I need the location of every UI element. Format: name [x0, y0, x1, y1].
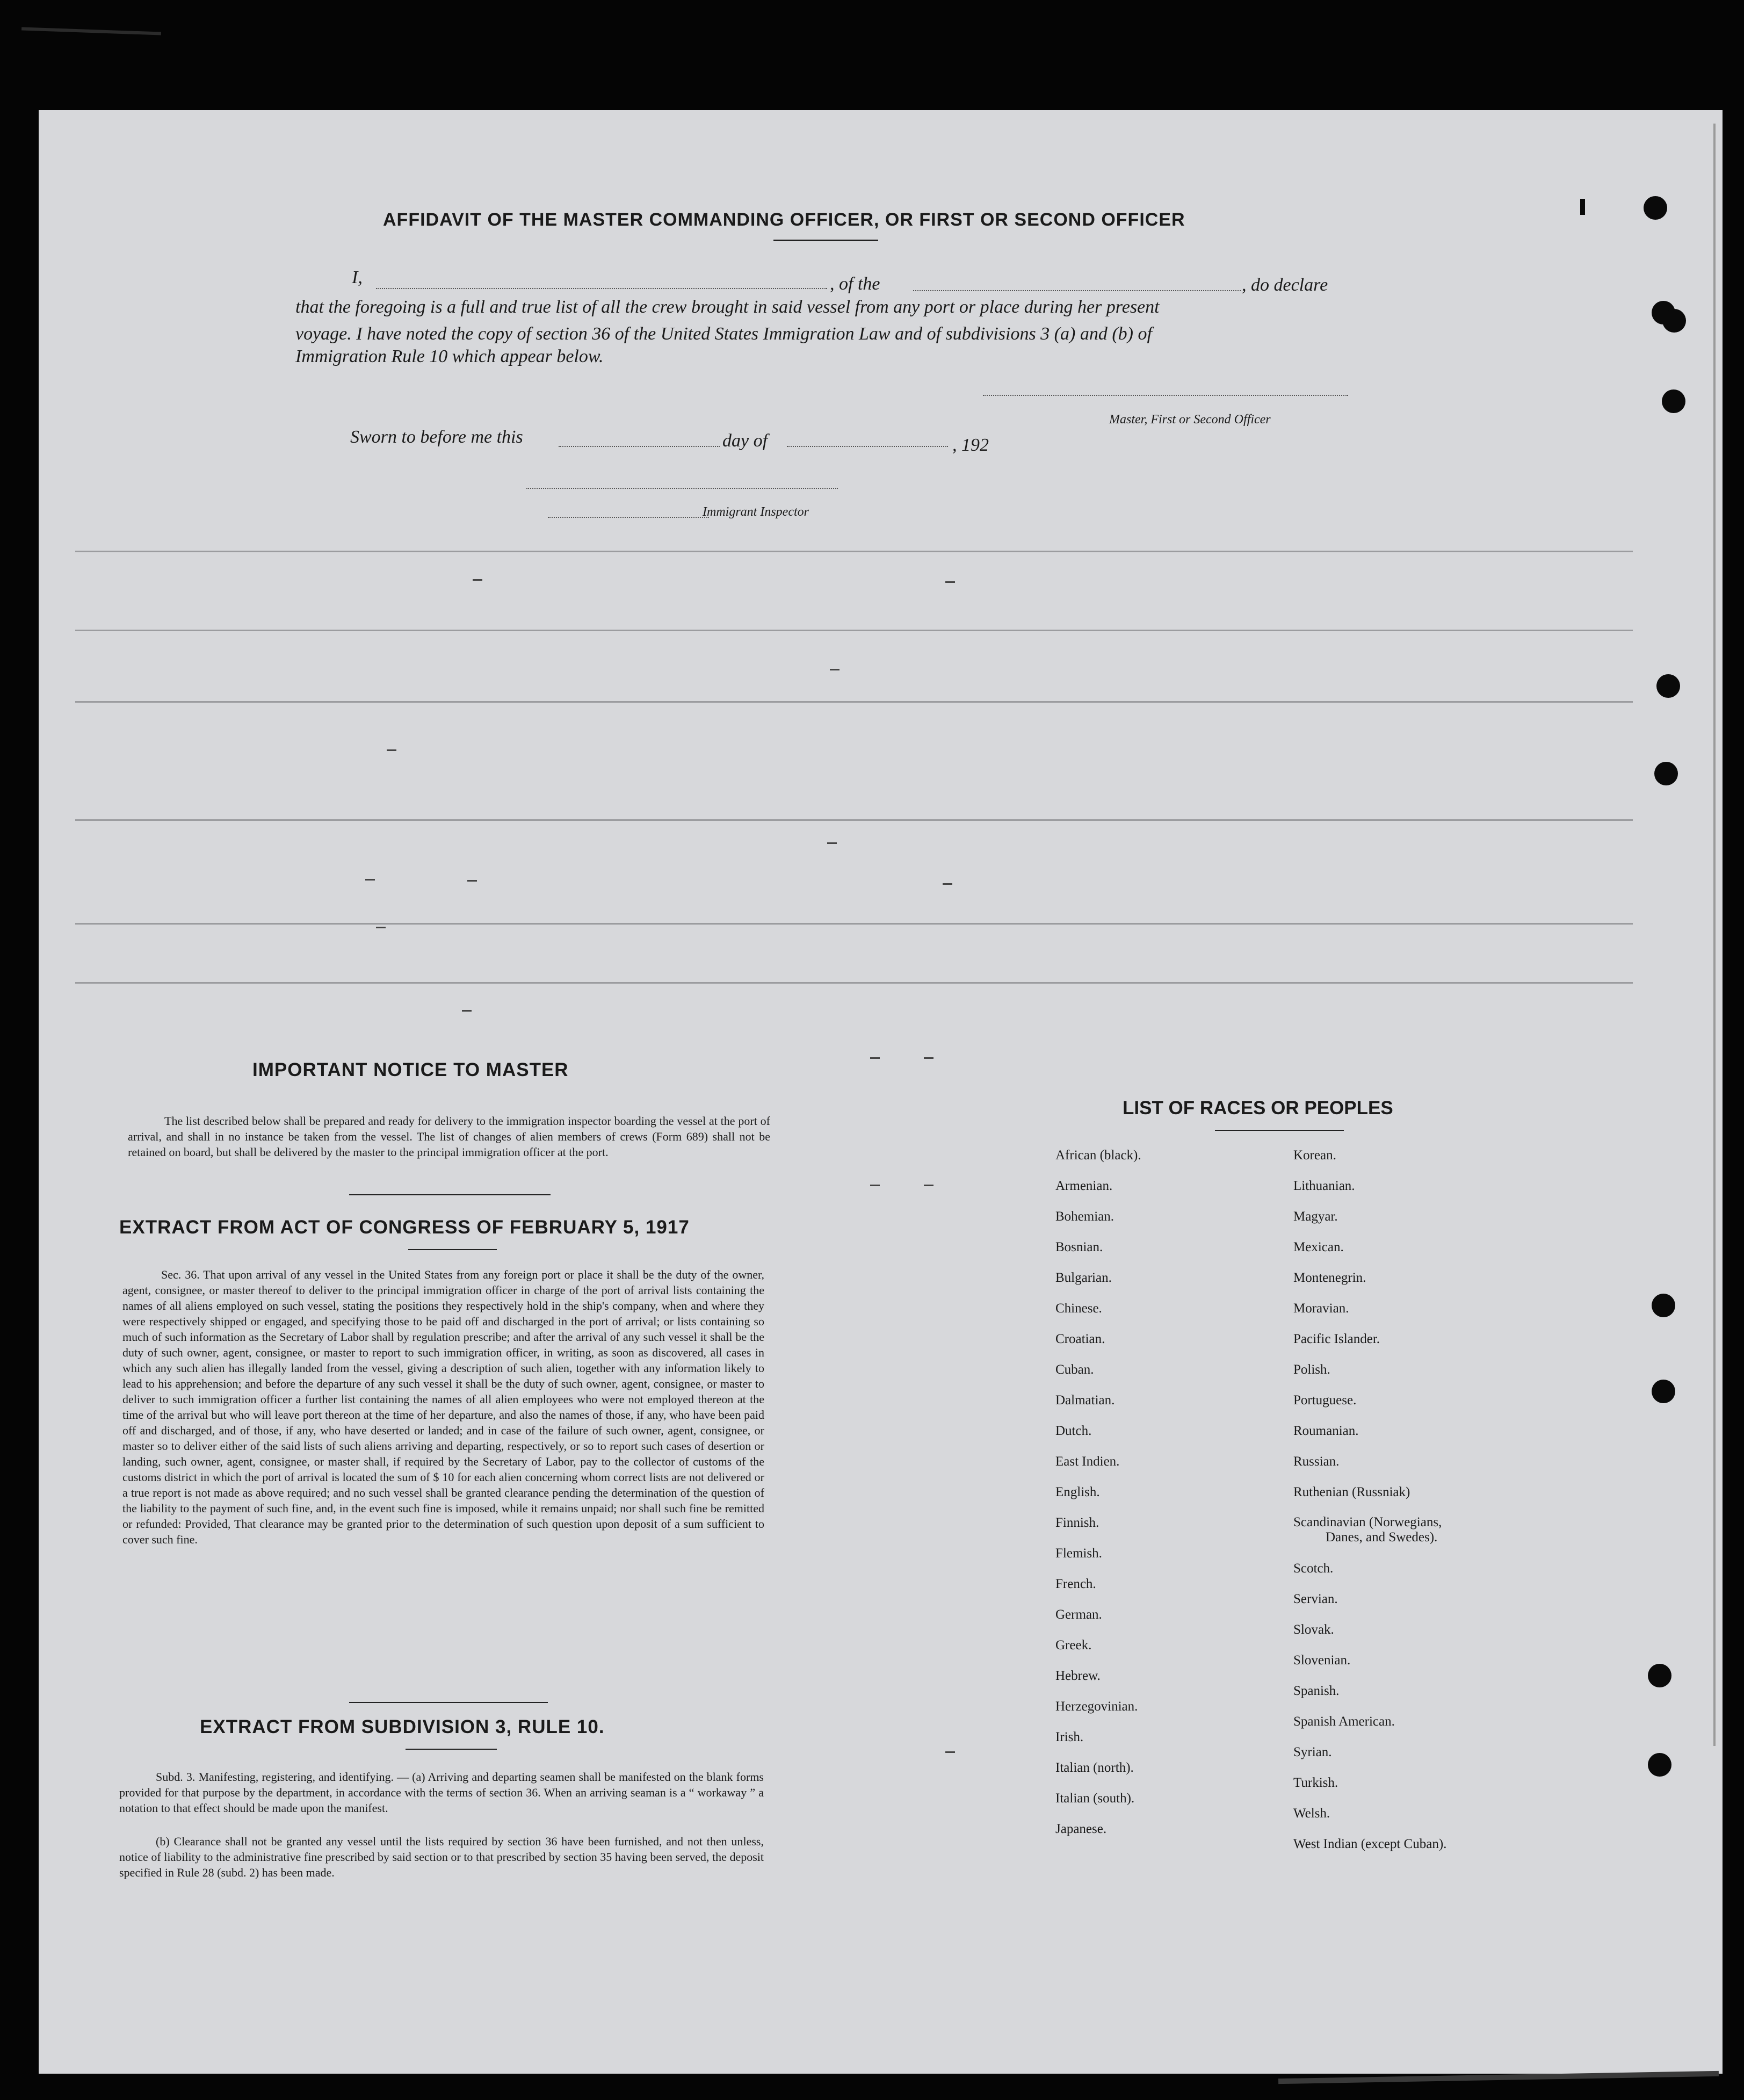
extract-rule-para-a: Subd. 3. Manifesting, registering, and identifying. — (a) Arriving and departing seamen shall be manifested on the blank forms provided for that purpose by the department, in accordance with the terms of section 36. When an arriving seaman is a “ workaway ” a notation to that effect should be made upon the manifest.	[119, 1770, 764, 1815]
race-item: Italian (north).	[1055, 1760, 1134, 1775]
dash-mark	[462, 1010, 472, 1012]
race-item: Mexican.	[1293, 1240, 1344, 1254]
extract-act-rule	[408, 1249, 497, 1250]
extract-act-bottom-rule	[349, 1702, 548, 1703]
dash-mark	[945, 581, 955, 583]
race-item: West Indian (except Cuban).	[1293, 1837, 1447, 1851]
notice-text: The list described below shall be prepared and ready for delivery to the immigration inspector boarding the vessel at the port of arrival, and shall in no instance be taken from the vessel. The list of changes of alien members of crews (Form 689) shall not be retained on board, but shall be delivered by the master to the principal immigration officer at the port.	[128, 1114, 770, 1159]
signature-label: Master, First or Second Officer	[1109, 413, 1271, 427]
day-of-text: day of	[722, 431, 768, 451]
race-item: Magyar.	[1293, 1209, 1338, 1224]
dash-mark	[830, 669, 840, 670]
race-item: Bosnian.	[1055, 1240, 1103, 1254]
race-item: Flemish.	[1055, 1546, 1102, 1561]
inspector-signature-line[interactable]	[526, 488, 838, 489]
scan-streak-top	[21, 27, 161, 35]
race-item: Korean.	[1293, 1148, 1336, 1163]
year-text: , 192	[952, 435, 989, 455]
extract-rule-para-b: (b) Clearance shall not be granted any vessel until the lists required by section 36 have been furnished, and not then unless, notice of liability to the administrative fine prescribed by said section or to that prescribed by section 35 having been served, the deposit specified in Rule 28 (subd. 2) has been made.	[119, 1835, 764, 1879]
affidavit-line-3: voyage. I have noted the copy of section 36 of the United States Immigration Law and of subdivisions 3 (a) and (b) of	[295, 324, 1152, 344]
race-item: Danes, and Swedes).	[1326, 1530, 1438, 1545]
race-item: Slovenian.	[1293, 1653, 1351, 1668]
affidavit-line-4: Immigration Rule 10 which appear below.	[295, 347, 604, 366]
race-item: East Indien.	[1055, 1454, 1120, 1469]
punch-hole-8	[1652, 1380, 1675, 1403]
race-item: Ruthenian (Russniak)	[1293, 1485, 1410, 1499]
bleed-line	[75, 923, 1633, 925]
punch-hole-6	[1654, 762, 1678, 785]
dash-mark	[943, 883, 952, 885]
race-item: Moravian.	[1293, 1301, 1349, 1316]
race-item: Croatian.	[1055, 1332, 1105, 1346]
race-item: Bulgarian.	[1055, 1271, 1112, 1285]
races-right-column	[1293, 1140, 1446, 1859]
punch-hole-7	[1652, 1294, 1675, 1317]
inspector-label: Immigrant Inspector	[703, 505, 809, 519]
extract-rule-title: EXTRACT FROM SUBDIVISION 3, RULE 10.	[200, 1716, 605, 1737]
ink-mark	[1580, 199, 1585, 215]
bleed-line	[75, 551, 1633, 552]
race-item: Russian.	[1293, 1454, 1340, 1469]
punch-hole-4	[1662, 389, 1685, 413]
dash-mark	[387, 749, 396, 751]
vessel-name-field[interactable]	[913, 290, 1241, 291]
bleed-line	[75, 982, 1633, 984]
dash-mark	[924, 1057, 933, 1059]
dash-mark	[473, 579, 482, 581]
master-name-field[interactable]	[376, 288, 827, 289]
affidavit-of-the: , of the	[830, 274, 880, 294]
race-item: Slovak.	[1293, 1622, 1334, 1637]
extract-act-text: Sec. 36. That upon arrival of any vessel in the United States from any foreign port or place it shall be the duty of the owner, agent, consignee, or master thereof to deliver to the principal immigration officer in charge of the port of arrival lists containing the names of all aliens employed on such vessel, stating the positions they respectively hold in the ship's company, when and where they were respectively shipped or engaged, and specifying those to be paid off and discharged in the port of arrival; or lists containing so much of such information as the Secretary of Labor shall by regulation prescribe; and after the arrival of any such vessel it shall be the duty of such owner, agent, consignee, or master to report to such immigration officer, in writing, as soon as discovered, all cases in which any such alien has illegally landed from the vessel, giving a description of such alien, together with any information likely to lead to his apprehension; and before the departure of any such vessel it shall be the duty of such owner, agent, consignee, or master to deliver to such immigration officer a further list containing the names of all alien employees who were not employed thereon at the time of the arrival but who will leave port thereon at the time of her departure, and also the names of those, if any, who have been paid off and discharged, and of those, if any, who have deserted or landed; and in case of the failure of such owner, agent, consignee, or master so to deliver either of the said lists of such aliens arriving and departing, respectively, or so to report such cases of desertion or landing, such owner, agent, consignee, or master shall, if required by the Secretary of Labor, pay to the collector of customs of the customs district in which the port of arrival is located the sum of $ 10 for each alien concerning whom correct lists are not delivered or a true report is not made as above required; and no such vessel shall be granted clearance pending the determination of the question of the liability to the payment of such fine, and, in the event such fine is imposed, while it remains unpaid; nor shall such fine be remitted or refunded: Provided, That clearance may be granted prior to the determination of such question upon deposit of a sum sufficient to cover such fine.	[122, 1268, 764, 1546]
race-item: Lithuanian.	[1293, 1179, 1355, 1193]
race-item: Spanish American.	[1293, 1714, 1395, 1729]
race-item: Servian.	[1293, 1592, 1338, 1606]
dash-mark	[467, 880, 477, 882]
sworn-text: Sworn to before me this	[350, 427, 523, 447]
notice-rule	[349, 1194, 551, 1195]
dash-mark	[870, 1057, 880, 1059]
races-title-rule	[1215, 1130, 1344, 1131]
race-item: Armenian.	[1055, 1179, 1113, 1193]
bleed-line	[75, 630, 1633, 631]
punch-hole-9	[1648, 1664, 1671, 1687]
affidavit-line-2: that the foregoing is a full and true list of all the crew brought in said vessel from any port or place during her present	[295, 297, 1160, 317]
race-item: English.	[1055, 1485, 1100, 1499]
race-item: Roumanian.	[1293, 1424, 1359, 1438]
sworn-day-field[interactable]	[559, 446, 720, 447]
affidavit-i: I,	[352, 268, 363, 287]
inspector-line[interactable]	[548, 517, 709, 518]
race-item: Turkish.	[1293, 1776, 1338, 1790]
dash-mark	[365, 879, 375, 881]
signature-line[interactable]	[983, 395, 1348, 396]
race-item: Syrian.	[1293, 1745, 1332, 1759]
punch-hole-3	[1662, 309, 1686, 333]
punch-hole-5	[1656, 674, 1680, 698]
race-item: Portuguese.	[1293, 1393, 1357, 1408]
race-item: Scotch.	[1293, 1561, 1334, 1576]
race-item: Dalmatian.	[1055, 1393, 1115, 1408]
dash-mark	[827, 842, 837, 844]
affidavit-title-rule	[773, 240, 878, 241]
punch-hole-10	[1648, 1753, 1671, 1777]
race-item: Japanese.	[1055, 1822, 1107, 1836]
race-item: Finnish.	[1055, 1516, 1099, 1530]
race-item: Pacific Islander.	[1293, 1332, 1380, 1346]
race-item: Dutch.	[1055, 1424, 1092, 1438]
races-title: LIST OF RACES OR PEOPLES	[1123, 1098, 1393, 1118]
race-item: Cuban.	[1055, 1362, 1094, 1377]
dash-mark	[924, 1185, 933, 1186]
race-item: Hebrew.	[1055, 1669, 1101, 1683]
race-item: Bohemian.	[1055, 1209, 1115, 1224]
race-item: Welsh.	[1293, 1806, 1330, 1821]
notice-title: IMPORTANT NOTICE TO MASTER	[252, 1059, 569, 1080]
sworn-month-field[interactable]	[787, 446, 948, 447]
race-item: Herzegovinian.	[1055, 1699, 1138, 1714]
page-edge-line	[1713, 124, 1716, 1746]
race-item: Polish.	[1293, 1362, 1330, 1377]
bleed-line	[75, 819, 1633, 821]
extract-rule-rule	[406, 1749, 497, 1750]
race-item: German.	[1055, 1607, 1102, 1622]
dash-mark	[870, 1185, 880, 1186]
race-item: African (black).	[1055, 1148, 1141, 1163]
affidavit-title: AFFIDAVIT OF THE MASTER COMMANDING OFFICER, OR FIRST OR SECOND OFFICER	[383, 210, 1185, 230]
race-item: Greek.	[1055, 1638, 1092, 1652]
dash-mark	[945, 1751, 955, 1753]
race-item: French.	[1055, 1577, 1096, 1591]
bleed-line	[75, 701, 1633, 703]
punch-hole-1	[1644, 196, 1667, 220]
race-item: Spanish.	[1293, 1684, 1340, 1698]
race-item: Italian (south).	[1055, 1791, 1135, 1806]
affidavit-declare: , do declare	[1242, 275, 1328, 295]
races-left-column	[1055, 1140, 1141, 1844]
race-item: Montenegrin.	[1293, 1271, 1366, 1285]
race-item: Chinese.	[1055, 1301, 1102, 1316]
race-item: Scandinavian (Norwegians,	[1293, 1515, 1442, 1529]
extract-act-title: EXTRACT FROM ACT OF CONGRESS OF FEBRUARY 5, 1917	[119, 1217, 690, 1238]
dash-mark	[376, 927, 386, 928]
race-item: Irish.	[1055, 1730, 1084, 1744]
